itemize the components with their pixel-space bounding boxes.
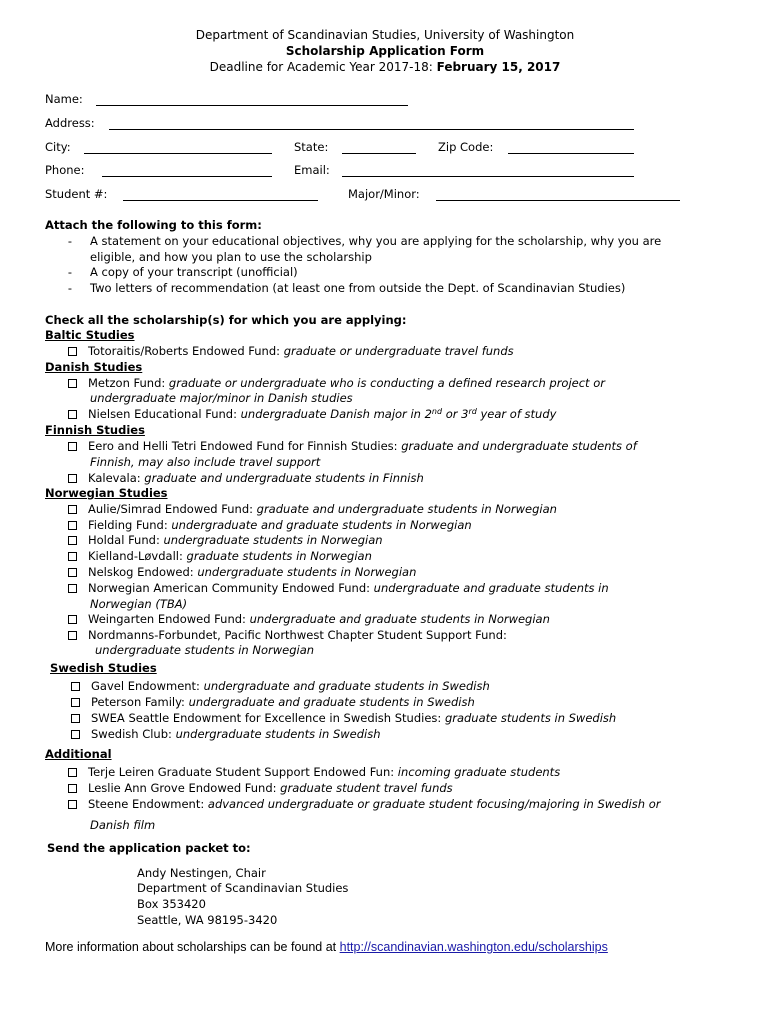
attach-item-transcript: A copy of your transcript (unofficial) (90, 265, 298, 279)
fund-desc: graduate students in Swedish (444, 711, 617, 725)
deadline-prefix: Deadline for Academic Year 2017-18: (209, 60, 437, 74)
list-item (68, 549, 372, 563)
zip-field[interactable] (508, 153, 634, 154)
checkbox-kielland[interactable] (68, 552, 77, 561)
swedish-heading: Swedish Studies (50, 661, 157, 675)
additional-heading: Additional (45, 747, 112, 761)
address-label: Address: (45, 116, 95, 130)
fund-name: Nelskog Endowed: (88, 565, 198, 579)
fund-desc: undergraduate and graduate students in Norwegian (171, 518, 472, 532)
zip-label: Zip Code: (438, 140, 494, 154)
address-line-name: Andy Nestingen, Chair (137, 866, 266, 880)
fund-desc: graduate and undergraduate students of (401, 439, 637, 453)
fund-desc-part: undergraduate Danish major in 2 (240, 407, 432, 421)
state-label: State: (294, 140, 329, 154)
phone-field[interactable] (102, 176, 272, 177)
fund-desc-cont: undergraduate major/minor in Danish studies (90, 391, 353, 405)
checkbox-swea[interactable] (71, 714, 80, 723)
norwegian-heading: Norwegian Studies (45, 486, 168, 500)
fund-name: Aulie/Simrad Endowed Fund: (88, 502, 257, 516)
ordinal-suffix: nd (431, 407, 443, 416)
fund-name: Kielland-Løvdall: (88, 549, 187, 563)
address-line-dept: Department of Scandinavian Studies (137, 881, 349, 895)
bullet-dash: - (67, 281, 73, 295)
major-label: Major/Minor: (348, 187, 420, 201)
fund-name: Eero and Helli Tetri Endowed Fund for Finnish Studies: (88, 439, 402, 453)
attach-item-letters: Two letters of recommendation (at least one from outside the Dept. of Scandinavian Studies) (90, 281, 626, 295)
fund-desc-cont: Danish film (90, 818, 156, 832)
fund-desc: graduate or undergraduate who is conducting a defined research project or (168, 376, 605, 390)
checkbox-leiren[interactable] (68, 768, 77, 777)
bullet-dash: - (67, 265, 73, 279)
footer-line (45, 940, 608, 954)
name-label: Name: (45, 92, 83, 106)
list-item (68, 765, 560, 779)
fund-desc-cont: undergraduate students in Norwegian (95, 643, 315, 657)
fund-desc-cont: Finnish, may also include travel support (90, 455, 321, 469)
list-item (68, 797, 660, 811)
fund-desc: undergraduate students in Swedish (175, 727, 381, 741)
fund-desc: graduate and undergraduate students in Norwegian (256, 502, 557, 516)
attach-item-statement-cont: eligible, and how you plan to use the scholarship (90, 250, 372, 264)
fund-desc: graduate and undergraduate students in Finnish (144, 471, 424, 485)
list-item (71, 727, 381, 741)
checkbox-metzon[interactable] (68, 379, 77, 388)
address-line-box: Box 353420 (137, 897, 206, 911)
fund-name: Leslie Ann Grove Endowed Fund: (88, 781, 281, 795)
fund-name: Gavel Endowment: (91, 679, 204, 693)
name-field[interactable] (96, 105, 408, 106)
fund-name: Holdal Fund: (88, 533, 164, 547)
checkbox-totoraitis[interactable] (68, 347, 77, 356)
list-item (68, 533, 383, 547)
fund-desc-part: or 3 (442, 407, 469, 421)
list-item (68, 781, 453, 795)
form-title: Scholarship Application Form (285, 44, 485, 58)
fund-desc: undergraduate and graduate students in Swedish (203, 679, 490, 693)
checkbox-holdal[interactable] (68, 536, 77, 545)
list-item (68, 376, 605, 390)
send-heading: Send the application packet to: (47, 841, 251, 855)
fund-name: Weingarten Endowed Fund: (88, 612, 250, 626)
finnish-heading: Finnish Studies (45, 423, 145, 437)
checkbox-tetri[interactable] (68, 442, 77, 451)
fund-name: Terje Leiren Graduate Student Support Endowed Fun: (88, 765, 398, 779)
footer-prefix: More information about scholarships can be found at (45, 940, 340, 954)
fund-name: Swedish Club: (91, 727, 176, 741)
fund-desc: graduate students in Norwegian (186, 549, 372, 563)
fund-name: Totoraitis/Roberts Endowed Fund: (88, 344, 284, 358)
list-item (68, 581, 609, 595)
fund-name: SWEA Seattle Endowment for Excellence in Swedish Studies: (91, 711, 445, 725)
city-label: City: (45, 140, 71, 154)
list-item (68, 628, 507, 642)
danish-heading: Danish Studies (45, 360, 143, 374)
fund-desc: advanced undergraduate or graduate student focusing/majoring in Swedish or (207, 797, 661, 811)
fund-name: Metzon Fund: (88, 376, 169, 390)
fund-desc-part: year of study (476, 407, 557, 421)
list-item (68, 565, 416, 579)
fund-name: Kalevala: (88, 471, 145, 485)
fund-name: Nielsen Educational Fund: (88, 407, 241, 421)
checkbox-norwegian-american[interactable] (68, 584, 77, 593)
address-field[interactable] (109, 129, 634, 130)
email-field[interactable] (342, 176, 634, 177)
list-item (68, 612, 550, 626)
baltic-heading: Baltic Studies (45, 328, 135, 342)
attach-heading: Attach the following to this form: (45, 218, 262, 232)
ordinal-suffix: rd (468, 407, 477, 416)
checkbox-peterson[interactable] (71, 698, 80, 707)
checkbox-aulie[interactable] (68, 505, 77, 514)
email-label: Email: (294, 163, 330, 177)
fund-desc (241, 407, 557, 421)
bullet-dash: - (67, 234, 73, 248)
list-item (68, 471, 424, 485)
checkbox-nielsen[interactable] (68, 410, 77, 419)
attach-item-statement: A statement on your educational objectives, why you are applying for the scholarship, why you are (90, 234, 662, 248)
fund-name: Nordmanns-Forbundet, Pacific Northwest Chapter Student Support Fund: (88, 628, 507, 642)
fund-desc: undergraduate students in Norwegian (197, 565, 417, 579)
checkbox-grove[interactable] (68, 784, 77, 793)
list-item (68, 502, 557, 516)
student-number-field[interactable] (123, 200, 318, 201)
fund-desc: graduate student travel funds (280, 781, 453, 795)
checkbox-nordmanns[interactable] (68, 631, 77, 640)
checkbox-gavel[interactable] (71, 682, 80, 691)
address-line-city: Seattle, WA 98195-3420 (137, 913, 278, 927)
fund-name: Fielding Fund: (88, 518, 172, 532)
student-number-label: Student #: (45, 187, 108, 201)
fund-name: Steene Endowment: (88, 797, 208, 811)
checkbox-kalevala[interactable] (68, 474, 77, 483)
deadline-date: February 15, 2017 (436, 60, 561, 74)
fund-desc-cont: Norwegian (TBA) (90, 597, 188, 611)
fund-desc: undergraduate and graduate students in Swedish (188, 695, 475, 709)
list-item (68, 344, 514, 358)
fund-name: Norwegian American Community Endowed Fund: (88, 581, 374, 595)
fund-desc: incoming graduate students (397, 765, 561, 779)
checkbox-steene[interactable] (68, 800, 77, 809)
fund-name: Peterson Family: (91, 695, 189, 709)
state-field[interactable] (342, 153, 416, 154)
department-line: Department of Scandinavian Studies, University of Washington (195, 28, 575, 42)
list-item (71, 695, 475, 709)
checkbox-fielding[interactable] (68, 521, 77, 530)
list-item (68, 407, 556, 421)
major-field[interactable] (436, 200, 680, 201)
deadline-line (0, 60, 770, 74)
list-item (71, 679, 490, 693)
scholarships-link[interactable]: http://scandinavian.washington.edu/scholarships (339, 940, 608, 954)
fund-desc: undergraduate and graduate students in (373, 581, 609, 595)
fund-desc: graduate or undergraduate travel funds (283, 344, 514, 358)
checkbox-weingarten[interactable] (68, 615, 77, 624)
fund-desc: undergraduate students in Norwegian (163, 533, 383, 547)
city-field[interactable] (84, 153, 272, 154)
list-item (71, 711, 616, 725)
check-heading: Check all the scholarship(s) for which you are applying: (45, 313, 407, 327)
phone-label: Phone: (45, 163, 85, 177)
list-item (68, 518, 472, 532)
checkbox-swedish-club[interactable] (71, 730, 80, 739)
fund-desc: undergraduate and graduate students in Norwegian (249, 612, 550, 626)
list-item (68, 439, 637, 453)
checkbox-nelskog[interactable] (68, 568, 77, 577)
